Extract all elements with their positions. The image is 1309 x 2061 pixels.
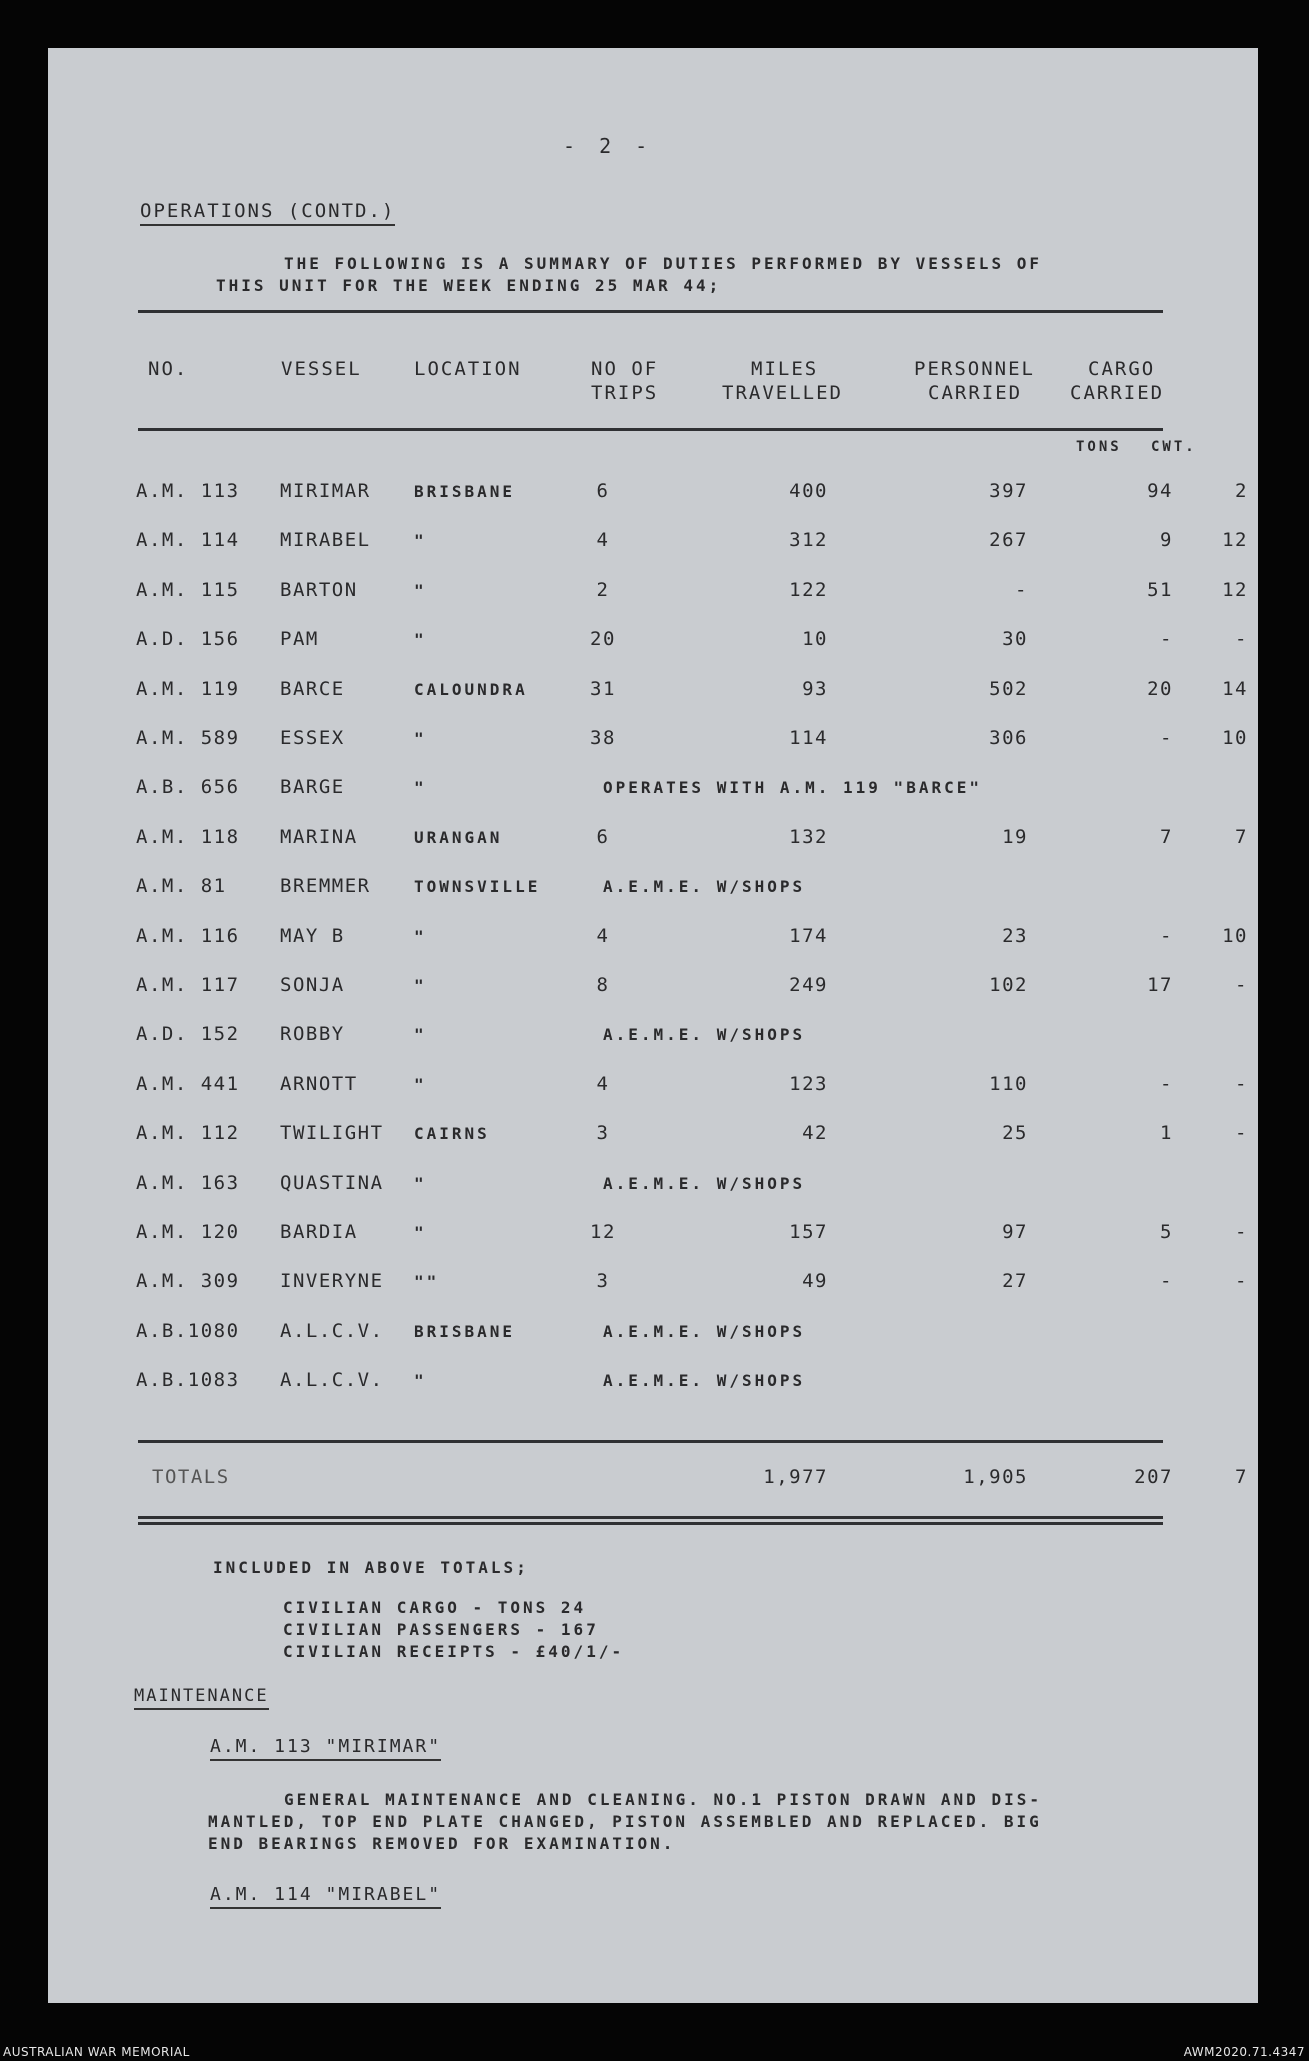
footer-left-label: AUSTRALIAN WAR MEMORIAL [3,2045,190,2059]
header-tons: TONS [1076,439,1122,455]
header-personnel-line1: PERSONNEL [914,358,1035,380]
included-heading: INCLUDED IN ABOVE TOTALS; [213,1558,529,1577]
row-number: A.M. 441 [136,1073,240,1095]
row-vessel: BARCE [280,678,345,700]
row-miles: 114 [789,727,828,749]
row-location: " [414,1025,427,1044]
row-cargo-cwt: 2 [1235,480,1248,502]
header-trips-line1: NO OF [591,358,659,380]
row-vessel: TWILIGHT [280,1122,384,1144]
row-personnel: 397 [989,480,1028,502]
header-vessel: VESSEL [281,358,362,380]
row-number: A.D. 152 [136,1023,240,1045]
row-personnel: 102 [989,974,1028,996]
row-number: A.M. 115 [136,579,240,601]
row-note: A.E.M.E. W/SHOPS [603,1025,806,1044]
footer-right-label: AWM2020.71.4347 [1183,2045,1305,2059]
row-cargo-tons: - [1160,628,1173,650]
row-personnel: 267 [989,529,1028,551]
row-location: " [414,1075,427,1094]
row-number: A.D. 156 [136,628,240,650]
section-heading-operations: OPERATIONS (CONTD.) [140,200,395,226]
row-location: " [414,581,427,600]
row-vessel: ROBBY [280,1023,345,1045]
row-location: URANGAN [414,828,503,847]
row-personnel: 502 [989,678,1028,700]
row-number: A.M. 119 [136,678,240,700]
row-number: A.M. 589 [136,727,240,749]
row-cargo-tons: 51 [1147,579,1173,601]
intro-line-1: THE FOLLOWING IS A SUMMARY OF DUTIES PERFORMED BY VESSELS OF [284,254,1042,273]
totals-cwt: 7 [1235,1466,1248,1488]
row-personnel: 30 [1002,628,1028,650]
header-cargo-line1: CARGO [1088,358,1156,380]
page-number: - 2 - [563,134,654,158]
row-location: " [414,976,427,995]
totals-tons: 207 [1134,1466,1173,1488]
row-note: A.E.M.E. W/SHOPS [603,1322,806,1341]
row-vessel: BARTON [280,579,358,601]
header-miles-line1: MILES [751,358,819,380]
totals-double-rule-bottom [138,1522,1163,1525]
row-vessel: MIRIMAR [280,480,371,502]
row-miles: 123 [789,1073,828,1095]
header-no: NO. [148,358,189,380]
row-personnel: 110 [989,1073,1028,1095]
civilian-receipts: CIVILIAN RECEIPTS - £40/1/- [283,1642,625,1661]
intro-line-2: THIS UNIT FOR THE WEEK ENDING 25 MAR 44; [216,276,722,295]
row-personnel: 23 [1002,925,1028,947]
totals-label: TOTALS [152,1466,230,1488]
row-cargo-cwt: - [1235,1073,1248,1095]
row-cargo-tons: 20 [1147,678,1173,700]
row-note: A.E.M.E. W/SHOPS [603,1371,806,1390]
row-personnel: 97 [1002,1221,1028,1243]
row-personnel: - [1015,579,1028,601]
row-note: OPERATES WITH A.M. 119 "BARCE" [603,778,982,797]
row-vessel: MARINA [280,826,358,848]
row-trips: 38 [590,727,616,749]
row-trips: 3 [596,1270,610,1292]
row-number: A.M. 112 [136,1122,240,1144]
row-trips: 12 [590,1221,616,1243]
row-location: " [414,630,427,649]
row-cargo-tons: - [1160,727,1173,749]
row-vessel: QUASTINA [280,1172,384,1194]
row-miles: 10 [802,628,828,650]
row-personnel: 25 [1002,1122,1028,1144]
row-cargo-tons: 9 [1160,529,1173,551]
row-cargo-cwt: 14 [1222,678,1248,700]
row-number: A.M. 116 [136,925,240,947]
row-cargo-cwt: - [1235,1122,1248,1144]
row-trips: 6 [596,480,610,502]
header-location: LOCATION [414,358,522,380]
row-number: A.M. 113 [136,480,240,502]
row-cargo-tons: 94 [1147,480,1173,502]
row-vessel: A.L.C.V. [280,1369,384,1391]
row-cargo-cwt: 7 [1235,826,1248,848]
row-trips: 6 [596,826,610,848]
row-cargo-tons: - [1160,1073,1173,1095]
row-miles: 49 [802,1270,828,1292]
row-trips: 4 [596,529,610,551]
row-number: A.M. 114 [136,529,240,551]
row-location: BRISBANE [414,1322,516,1341]
row-cargo-cwt: 12 [1222,579,1248,601]
row-cargo-cwt: 12 [1222,529,1248,551]
row-location: TOWNSVILLE [414,877,541,896]
row-vessel: PAM [280,628,319,650]
row-vessel: BREMMER [280,875,371,897]
row-trips: 4 [596,925,610,947]
row-cargo-cwt: - [1235,1221,1248,1243]
maintenance-113-line3: END BEARINGS REMOVED FOR EXAMINATION. [208,1834,676,1853]
maintenance-114-heading: A.M. 114 "MIRABEL" [210,1884,441,1909]
row-location: " [414,927,427,946]
row-location: " [414,729,427,748]
row-number: A.M. 309 [136,1270,240,1292]
row-cargo-cwt: - [1235,974,1248,996]
table-header-rule [138,428,1163,431]
row-vessel: BARDIA [280,1221,358,1243]
totals-top-rule [138,1440,1163,1443]
row-number: A.M. 118 [136,826,240,848]
row-number: A.M. 81 [136,875,227,897]
header-cwt: CWT. [1151,439,1197,455]
row-personnel: 27 [1002,1270,1028,1292]
row-cargo-tons: 5 [1160,1221,1173,1243]
row-trips: 20 [590,628,616,650]
row-vessel: MAY B [280,925,345,947]
row-cargo-tons: 17 [1147,974,1173,996]
totals-personnel: 1,905 [963,1466,1028,1488]
row-location: "" [414,1272,440,1291]
row-number: A.M. 117 [136,974,240,996]
row-number: A.M. 163 [136,1172,240,1194]
totals-double-rule-top [138,1516,1163,1519]
row-note: A.E.M.E. W/SHOPS [603,877,806,896]
totals-miles: 1,977 [763,1466,828,1488]
row-personnel: 306 [989,727,1028,749]
row-cargo-tons: - [1160,1270,1173,1292]
maintenance-113-line1: GENERAL MAINTENANCE AND CLEANING. NO.1 PISTON DRAWN AND DIS- [284,1790,1042,1809]
row-number: A.B.1083 [136,1369,240,1391]
row-note: A.E.M.E. W/SHOPS [603,1174,806,1193]
row-cargo-tons: 1 [1160,1122,1173,1144]
row-miles: 42 [802,1122,828,1144]
row-vessel: ARNOTT [280,1073,358,1095]
row-location: " [414,1371,427,1390]
section-heading-maintenance: MAINTENANCE [134,1686,269,1710]
row-location: CALOUNDRA [414,680,528,699]
row-miles: 132 [789,826,828,848]
row-number: A.B. 656 [136,776,240,798]
row-location: " [414,531,427,550]
row-vessel: SONJA [280,974,345,996]
row-vessel: ESSEX [280,727,345,749]
header-personnel-line2: CARRIED [928,382,1023,404]
row-personnel: 19 [1002,826,1028,848]
row-trips: 8 [596,974,610,996]
row-cargo-cwt: - [1235,1270,1248,1292]
row-trips: 4 [596,1073,610,1095]
civilian-passengers: CIVILIAN PASSENGERS - 167 [283,1620,599,1639]
row-trips: 3 [596,1122,610,1144]
row-trips: 2 [596,579,610,601]
row-location: " [414,1223,427,1242]
row-vessel: BARGE [280,776,345,798]
row-cargo-cwt: 10 [1222,925,1248,947]
row-cargo-cwt: 10 [1222,727,1248,749]
table-top-rule [138,310,1163,313]
row-miles: 174 [789,925,828,947]
row-location: " [414,778,427,797]
row-miles: 312 [789,529,828,551]
row-cargo-cwt: - [1235,628,1248,650]
row-cargo-tons: - [1160,925,1173,947]
header-cargo-line2: CARRIED [1070,382,1165,404]
row-miles: 93 [802,678,828,700]
maintenance-113-heading: A.M. 113 "MIRIMAR" [210,1736,441,1761]
maintenance-113-line2: MANTLED, TOP END PLATE CHANGED, PISTON ASSEMBLED AND REPLACED. BIG [208,1812,1042,1831]
row-vessel: INVERYNE [280,1270,384,1292]
row-miles: 249 [789,974,828,996]
header-trips-line2: TRIPS [591,382,659,404]
row-cargo-tons: 7 [1160,826,1173,848]
document-page [48,48,1258,2003]
civilian-cargo: CIVILIAN CARGO - TONS 24 [283,1598,587,1617]
header-miles-line2: TRAVELLED [722,382,843,404]
row-number: A.M. 120 [136,1221,240,1243]
row-location: " [414,1174,427,1193]
row-miles: 400 [789,480,828,502]
row-location: CAIRNS [414,1124,490,1143]
row-vessel: MIRABEL [280,529,371,551]
row-trips: 31 [590,678,616,700]
row-vessel: A.L.C.V. [280,1320,384,1342]
row-number: A.B.1080 [136,1320,240,1342]
row-miles: 157 [789,1221,828,1243]
row-location: BRISBANE [414,482,516,501]
row-miles: 122 [789,579,828,601]
